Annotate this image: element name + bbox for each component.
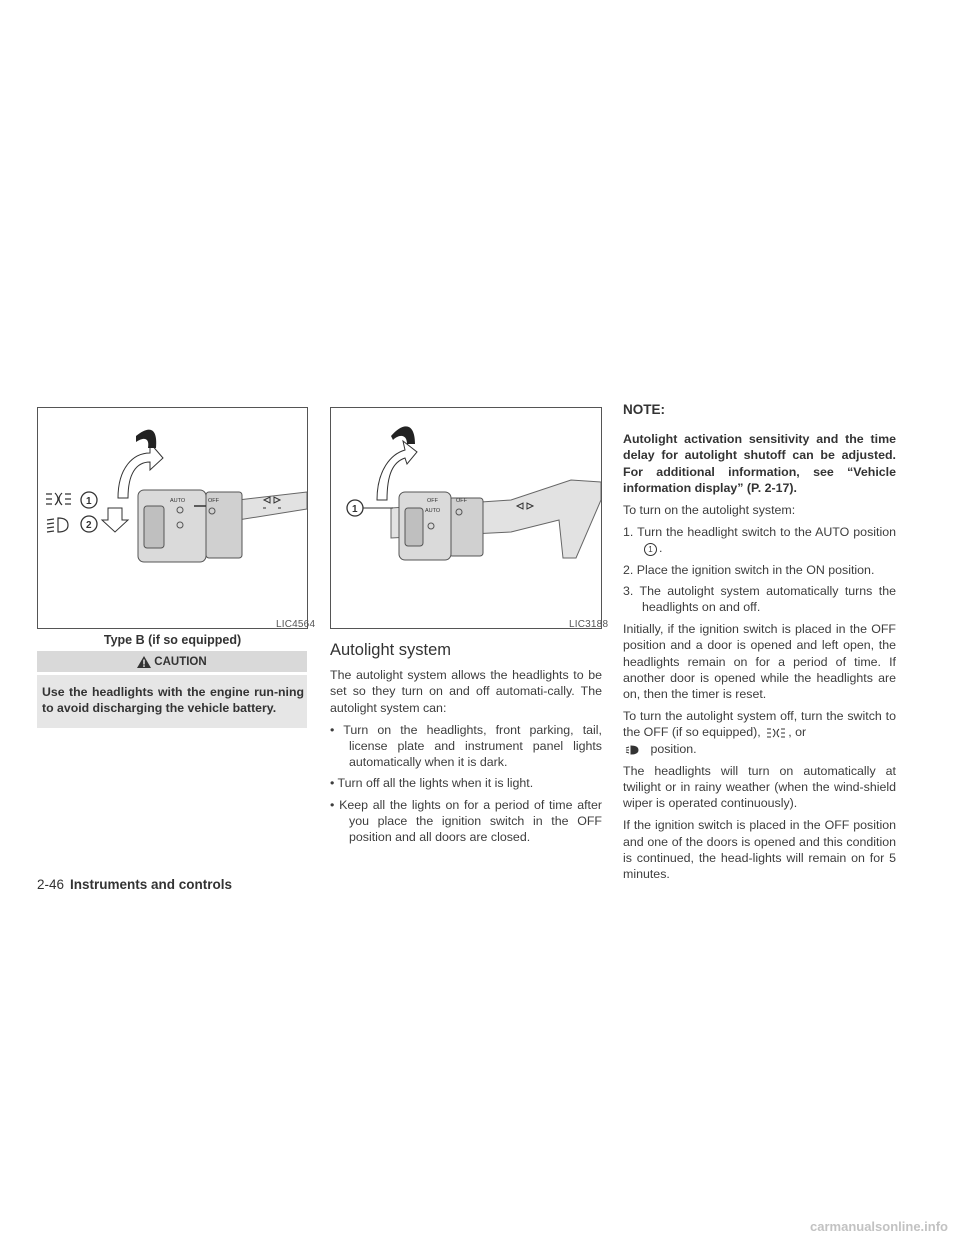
auto-label: AUTO — [425, 508, 441, 514]
autolight-capabilities-list — [330, 722, 602, 845]
callout-2: 2 — [86, 520, 92, 531]
svg-text:OFF: OFF — [456, 498, 467, 504]
section-name: Instruments and controls — [70, 877, 233, 892]
callout-1: 1 — [352, 504, 358, 515]
autolight-switch-illustration — [331, 408, 601, 628]
intro-paragraph: The autolight system allows the headlights to be set so they turn on and off automati-cally. The autolight system can: — [330, 668, 602, 715]
paragraph: If the ignition switch is placed in the OFF position and one of the doors is opened and this condition is continued, the head-lights will remain on for 5 minutes. — [623, 818, 896, 882]
figure-autolight-switch — [330, 407, 602, 629]
callout-1-icon: 1 — [644, 543, 657, 556]
figure-type-b-switch — [37, 407, 308, 629]
note-title: NOTE: — [623, 402, 665, 417]
paragraph: Initially, if the ignition switch is placed in the OFF position and a door is opened and left open, the headlights remain on for a period of time. If another door is opened while the headlights are on, then the timer is reset. — [623, 622, 896, 702]
caution-header — [37, 651, 307, 672]
headlight-icon — [47, 518, 68, 532]
headlight-switch-illustration — [38, 408, 307, 628]
list-item: • Keep all the lights on for a period of time after you place the ignition switch in the OFF position and all doors are closed. — [330, 797, 602, 845]
lamp-off-icon — [625, 745, 639, 755]
auto-lamp-icon — [46, 493, 71, 505]
turn-on-intro: To turn on the autolight system: — [623, 503, 796, 518]
paragraph: The headlights will turn on automatically at twilight or in rainy weather (when the wind-shield wiper is operated continuously). — [623, 763, 896, 811]
watermark-text: carmanualsonline.info — [810, 1219, 948, 1234]
callout-1: 1 — [86, 496, 92, 507]
note-section — [623, 402, 896, 888]
figure-caption: Type B (if so equipped) — [103, 633, 242, 647]
page-number: 2-46 — [37, 877, 65, 892]
page-footer — [37, 877, 232, 892]
caution-text: Use the headlights with the engine run-ning to avoid discharging the vehicle battery. — [37, 675, 307, 728]
figure-code-left: LIC4564 — [276, 619, 316, 630]
off-label: OFF — [208, 498, 219, 504]
off-label: OFF — [427, 498, 438, 504]
note-text: Autolight activation sensitivity and the time delay for autolight shutoff can be adjusted. For additional information, see “Vehicle information display” (P. 2-17). — [623, 432, 896, 495]
section-heading: Autolight system — [330, 641, 452, 659]
list-item: • Turn off all the lights when it is light. — [330, 776, 534, 791]
auto-lamp-icon — [766, 728, 786, 738]
paragraph-turn-off: To turn the autolight system off, turn the switch to the OFF (if so equipped), , or position. — [623, 709, 896, 756]
autolight-section — [330, 642, 602, 851]
list-item: 2. Place the ignition switch in the ON position. — [623, 562, 875, 577]
auto-label: AUTO — [170, 498, 186, 504]
list-item: 3. The autolight system automatically turns the headlights on and off. — [623, 583, 896, 615]
caution-title: CAUTION — [154, 655, 207, 668]
turn-on-steps — [623, 524, 896, 615]
warning-icon — [137, 656, 151, 668]
list-item: • Turn on the headlights, front parking, tail, license plate and instrument panel lights automatically when it is dark. — [330, 722, 602, 770]
list-item: 1. Turn the headlight switch to the AUTO position1 . — [623, 525, 896, 556]
figure-code-right: LIC3188 — [569, 619, 609, 630]
